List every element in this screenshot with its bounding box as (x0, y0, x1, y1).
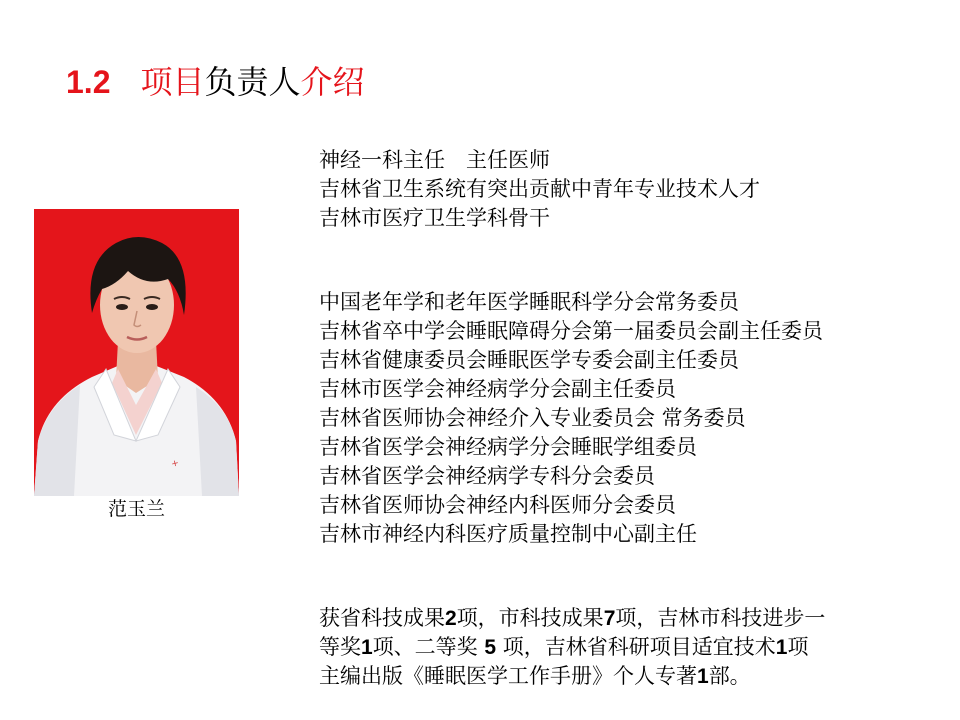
slide-title (66, 62, 365, 102)
title-part-1: 项目 (140, 63, 205, 101)
membership-item: 吉林省医师协会神经介入专业委员会 常务委员 (319, 406, 746, 430)
achievement-text: 获省科技成果 (319, 606, 445, 630)
position-item: 吉林省卫生系统有突出贡献中青年专业技术人才 (319, 177, 760, 201)
achievement-text: 项，吉林省科研项目适宜技术 (496, 635, 776, 659)
membership-item: 中国老年学和老年医学睡眠科学分会常务委员 (319, 290, 739, 314)
portrait-photo (34, 209, 239, 496)
portrait-illustration (34, 209, 239, 496)
title-part-2: 负责人 (204, 63, 301, 101)
membership-item: 吉林省医学会神经病学专科分会委员 (319, 464, 655, 488)
achievement-count: 1 (361, 636, 373, 659)
achievement-line (319, 662, 825, 691)
membership-item: 吉林市医学会神经病学分会副主任委员 (319, 377, 676, 401)
membership-item: 吉林省健康委员会睡眠医学专委会副主任委员 (319, 348, 739, 372)
section-number: 1.2 (66, 64, 111, 100)
memberships-list (319, 288, 823, 549)
achievement-line (319, 633, 825, 662)
achievement-count: 1 (697, 665, 709, 688)
achievement-text: 项、二等奖 (372, 635, 485, 659)
achievement-text: 项 (787, 635, 809, 659)
membership-item: 吉林市神经内科医疗质量控制中心副主任 (319, 522, 697, 546)
achievement-count: 2 (445, 607, 457, 630)
person-name: 范玉兰 (107, 498, 165, 520)
achievement-count: 1 (775, 636, 788, 659)
achievement-count: 5 (484, 636, 497, 659)
svg-text:+: + (170, 458, 181, 470)
achievement-text: 项，吉林市科技进步一 (615, 606, 826, 630)
positions-list (319, 146, 760, 233)
achievement-text: 主编出版《睡眠医学工作手册》个人专著 (319, 664, 697, 688)
achievement-count: 7 (603, 607, 616, 630)
achievement-text: 项，市科技成果 (456, 606, 604, 630)
membership-item: 吉林省卒中学会睡眠障碍分会第一届委员会副主任委员 (319, 319, 823, 343)
membership-item: 吉林省医学会神经病学分会睡眠学组委员 (319, 435, 697, 459)
position-item: 神经一科主任 主任医师 (319, 148, 550, 172)
achievement-line (319, 604, 825, 633)
membership-item: 吉林省医师协会神经内科医师分会委员 (319, 493, 676, 517)
position-item: 吉林市医疗卫生学科骨干 (319, 206, 550, 230)
achievements-list (319, 604, 825, 691)
title-part-3: 介绍 (300, 63, 365, 101)
achievement-text: 部。 (708, 664, 751, 688)
achievement-text: 等奖 (319, 635, 361, 659)
